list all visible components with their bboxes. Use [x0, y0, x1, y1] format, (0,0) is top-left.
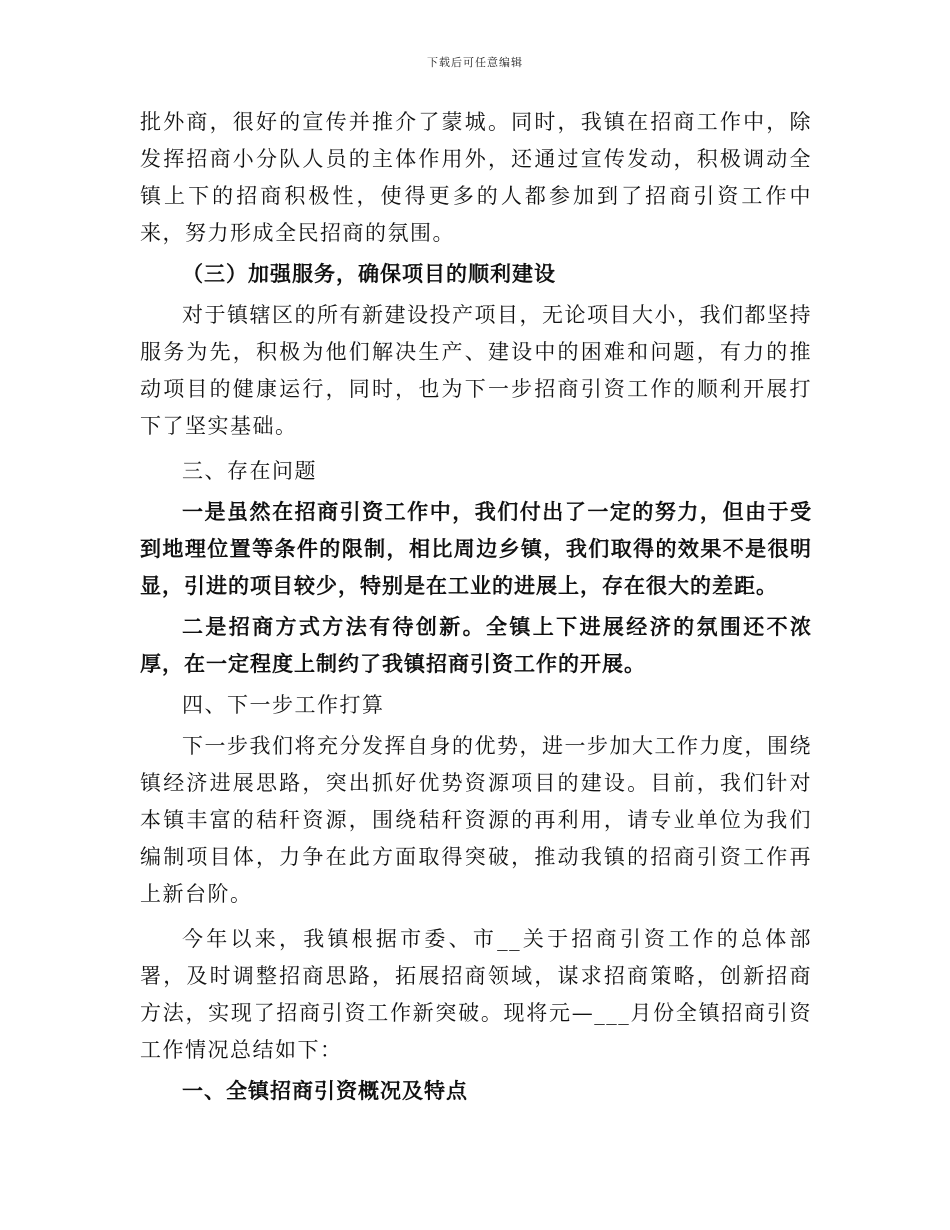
section-heading-3: （三）加强服务，确保项目的顺利建设 [182, 262, 556, 286]
document-body [140, 104, 812, 1110]
paragraph-problem-2: 二是招商方式方法有待创新。全镇上下进展经济的氛围还不浓厚，在一定程度上制约了我镇招商引资工作的开展。 [140, 615, 812, 676]
page-header-note: 下载后可任意编辑 [427, 56, 523, 69]
paragraph-problem-1: 一是虽然在招商引资工作中，我们付出了一定的努力，但由于受到地理位置等条件的限制，相比周边乡镇，我们取得的效果不是很明显，引进的项目较少，特别是在工业的进展上，存在很大的差距。 [140, 500, 812, 598]
paragraph-service: 对于镇辖区的所有新建设投产项目，无论项目大小，我们都坚持服务为先，积极为他们解决生产、建设中的困难和问题，有力的推动项目的健康运行，同时，也为下一步招商引资工作的顺利开展打下了坚实基础。 [140, 303, 812, 438]
paragraph-next-steps: 下一步我们将充分发挥自身的优势，进一步加大工作力度，围绕镇经济进展思路，突出抓好优势资源项目的建设。目前，我们针对本镇丰富的秸秆资源，围绕秸秆资源的再利用，请专业单位为我们编制项目体，力争在此方面取得突破，推动我镇的招商引资工作再上新台阶。 [140, 734, 812, 906]
paragraph-continuation: 批外商，很好的宣传并推介了蒙城。同时，我镇在招商工作中，除发挥招商小分队人员的主体作用外，还通过宣传发动，积极调动全镇上下的招商积极性，使得更多的人都参加到了招商引资工作中来，努力形成全民招商的氛围。 [140, 110, 812, 245]
paragraph-intro: 今年以来，我镇根据市委、市__关于招商引资工作的总体部署，及时调整招商思路，拓展招商领域，谋求招商策略，创新招商方法，实现了招商引资工作新突破。现将元—___月份全镇招商引资工作情况总结如下： [140, 927, 812, 1062]
section-heading-overview: 一、全镇招商引资概况及特点 [182, 1079, 468, 1103]
section-heading-problems: 三、存在问题 [182, 459, 317, 483]
section-heading-next-steps: 四、下一步工作打算 [182, 693, 385, 717]
